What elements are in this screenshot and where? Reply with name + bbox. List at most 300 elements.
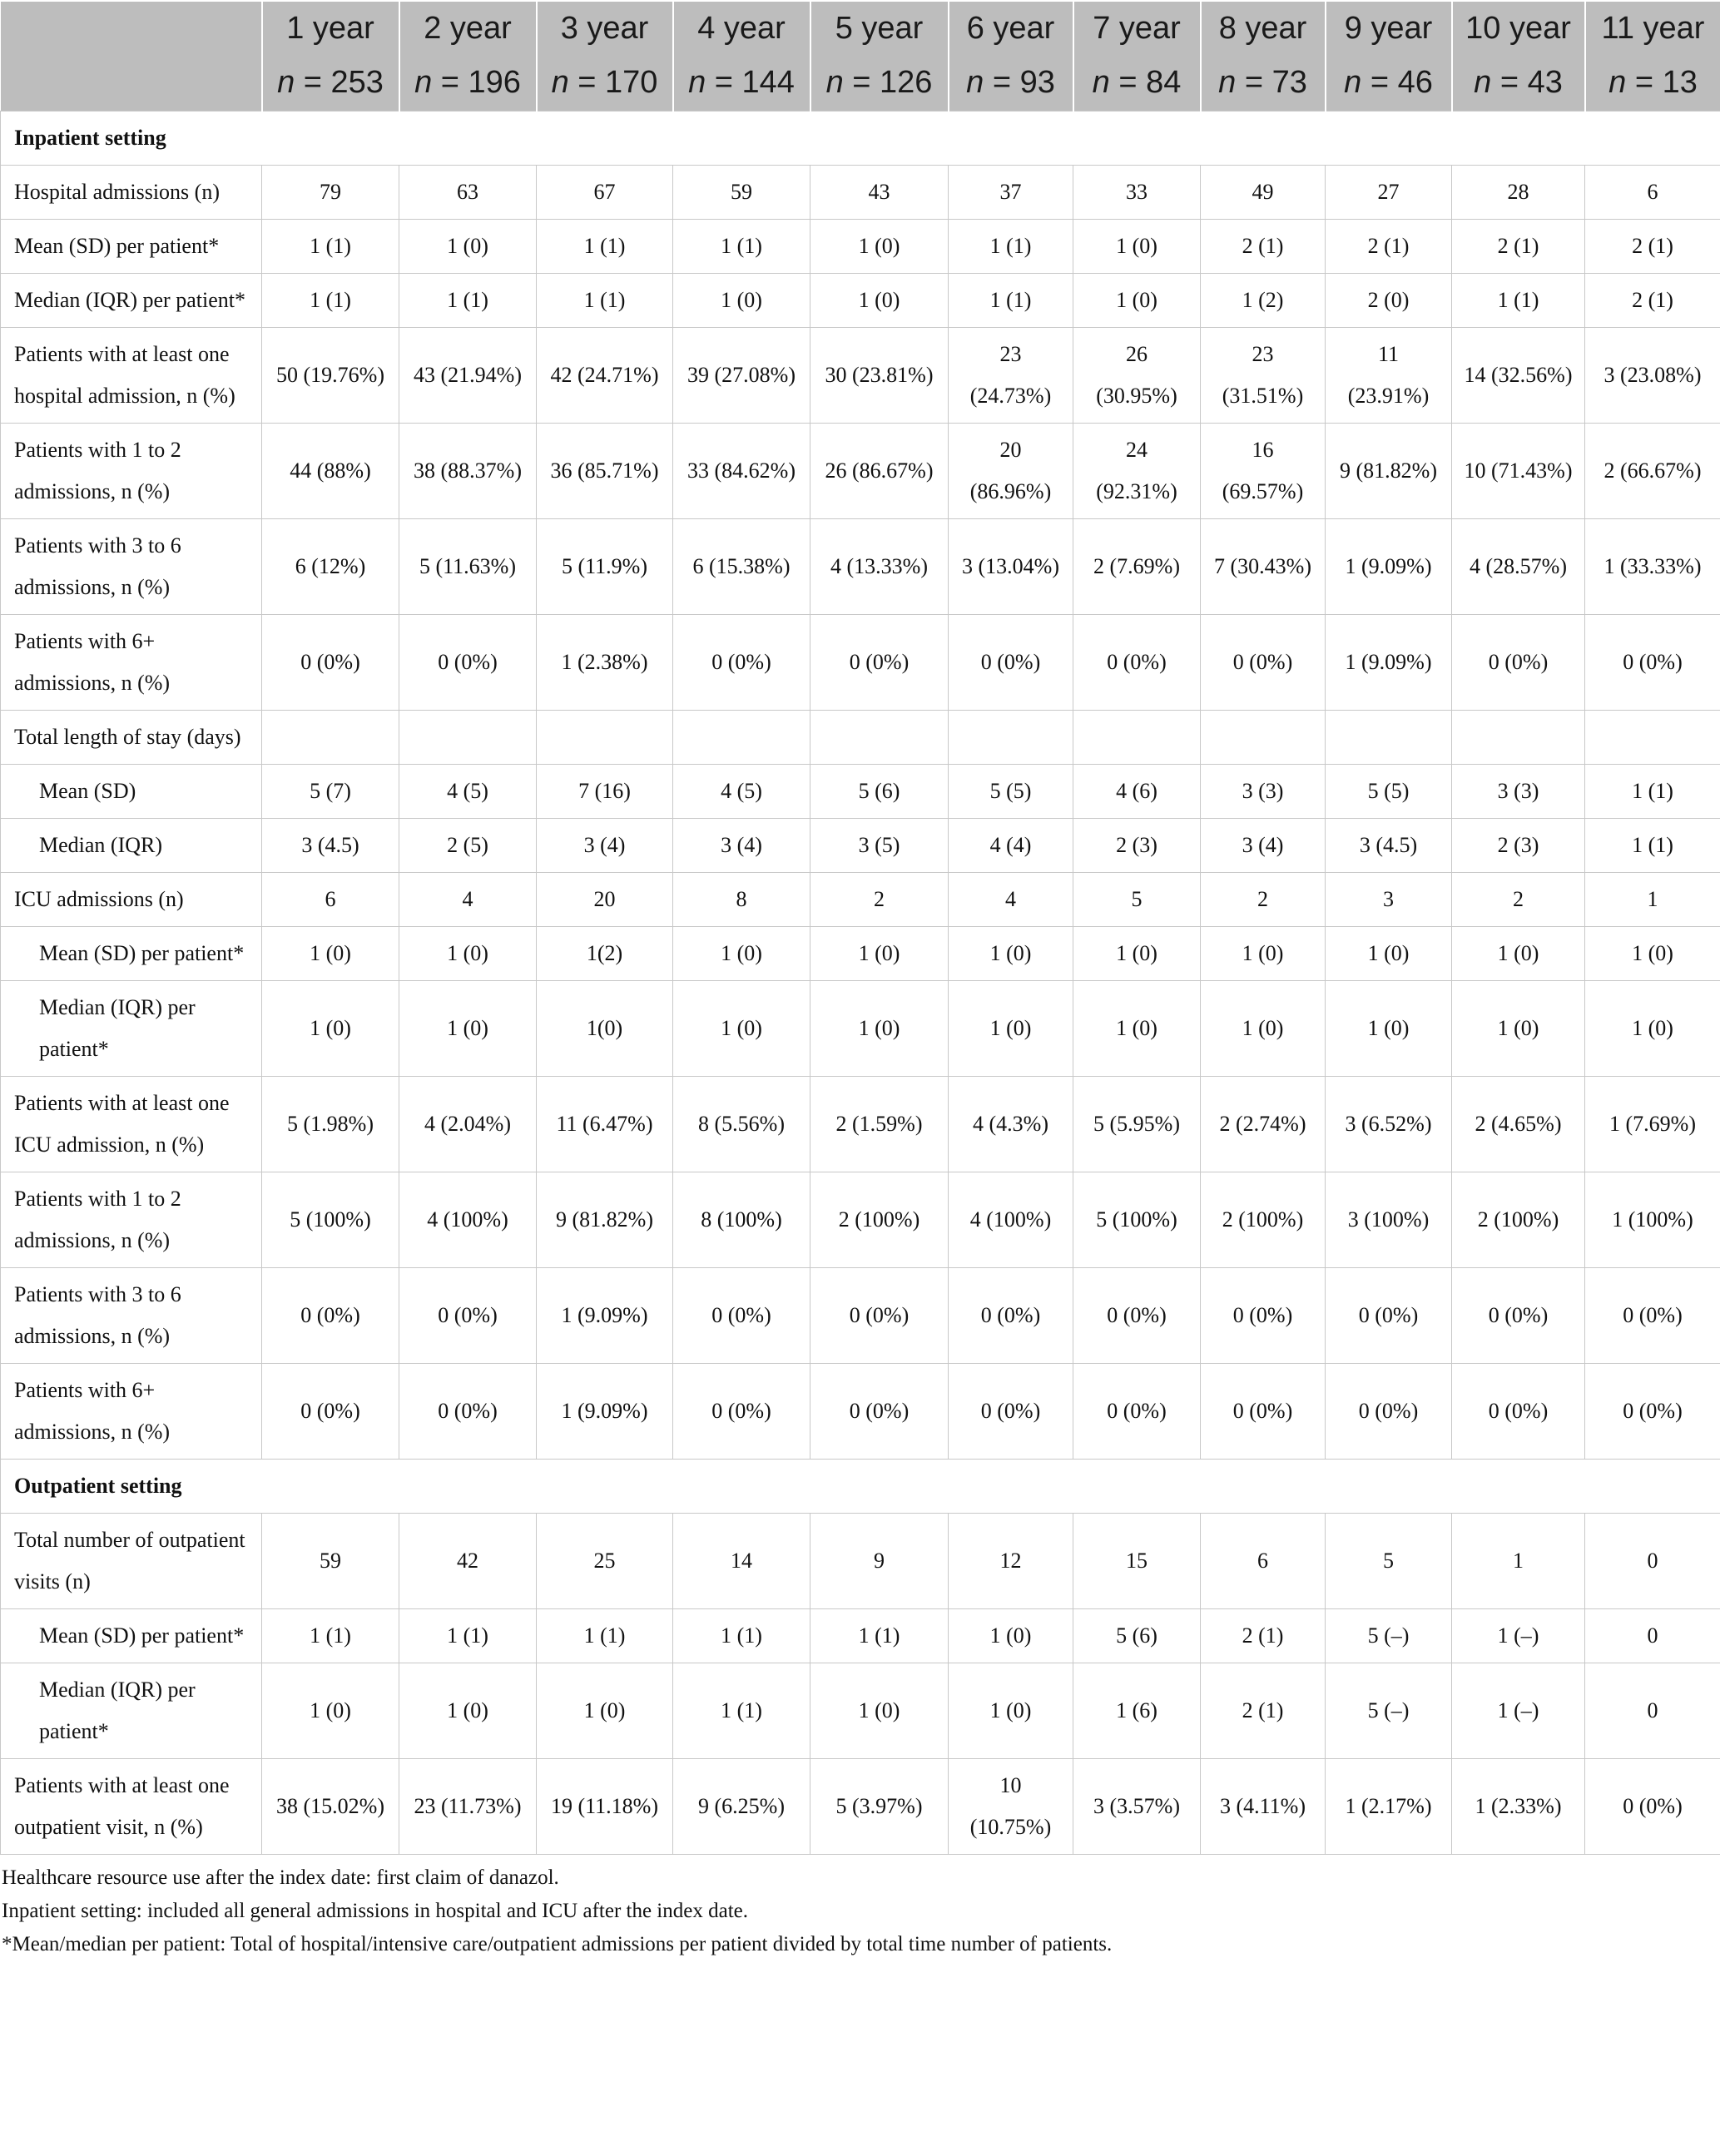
footnote-line: Inpatient setting: included all general admissions in hospital and ICU after the index date. <box>2 1900 748 1922</box>
row-label: Mean (SD) per patient* <box>1 1609 262 1663</box>
table-cell: 5 (6) <box>810 765 949 819</box>
table-cell: 6 (15.38%) <box>673 519 810 615</box>
sample-size-value: = 46 <box>1370 65 1433 100</box>
table-cell: 1 (0) <box>1073 927 1201 981</box>
table-cell: 1 (0) <box>1585 927 1720 981</box>
footnote-line: *Mean/median per patient: Total of hospital/intensive care/outpatient admissions per patient divided by total time number of patients. <box>2 1933 1113 1955</box>
n-symbol: n <box>277 65 295 100</box>
table-cell: 1 (0) <box>810 927 949 981</box>
table-cell: 1 (2) <box>1201 274 1326 328</box>
row-label: Patients with 1 to 2 admissions, n (%) <box>1 424 262 519</box>
table-cell: 1 (0) <box>1201 981 1326 1077</box>
table-cell: 0 (0%) <box>1326 1268 1452 1364</box>
sample-size-header <box>262 55 399 112</box>
table-cell: 25 <box>537 1514 673 1609</box>
year-column-header: 2 year <box>399 2 537 55</box>
header-corner-cell <box>1 55 262 112</box>
table-cell: 1 (0) <box>1585 981 1720 1077</box>
table-cell: 4 <box>949 873 1073 927</box>
table-cell: 1(0) <box>537 981 673 1077</box>
table-cell: 16 (69.57%) <box>1201 424 1326 519</box>
row-label: Median (IQR) <box>1 819 262 873</box>
table-cell: 0 (0%) <box>1073 615 1201 711</box>
table-cell: 7 (30.43%) <box>1201 519 1326 615</box>
row-label: Hospital admissions (n) <box>1 166 262 220</box>
table-cell: 1 (0) <box>1452 981 1585 1077</box>
table-cell: 42 (24.71%) <box>537 328 673 424</box>
table-cell: 3 (4) <box>673 819 810 873</box>
table-cell: 2 (0) <box>1326 274 1452 328</box>
table-cell: 9 <box>810 1514 949 1609</box>
row-label: Patients with 6+ admissions, n (%) <box>1 615 262 711</box>
table-row <box>1 328 1720 424</box>
table-cell: 1 (9.09%) <box>1326 519 1452 615</box>
n-symbol: n <box>551 65 569 100</box>
table-cell: 0 (0%) <box>1452 1364 1585 1460</box>
table-cell: 38 (88.37%) <box>399 424 537 519</box>
table-cell: 67 <box>537 166 673 220</box>
table-cell: 9 (81.82%) <box>537 1172 673 1268</box>
table-row <box>1 1364 1720 1460</box>
table-row <box>1 220 1720 274</box>
table-cell: 5 (5.95%) <box>1073 1077 1201 1172</box>
sample-size-value: = 43 <box>1499 65 1563 100</box>
table-cell: 1 (1) <box>1452 274 1585 328</box>
table-cell: 4 (28.57%) <box>1452 519 1585 615</box>
year-column-header: 6 year <box>949 2 1073 55</box>
table-cell: 1 (0) <box>399 1663 537 1759</box>
sample-size-value: = 170 <box>577 65 658 100</box>
table-cell: 11 (6.47%) <box>537 1077 673 1172</box>
table-row <box>1 765 1720 819</box>
sample-size-header <box>1326 55 1452 112</box>
table-cell: 42 <box>399 1514 537 1609</box>
table-cell: 3 (3.57%) <box>1073 1759 1201 1855</box>
section-header-row <box>1 1460 1720 1514</box>
table-cell <box>949 711 1073 765</box>
table-cell: 1 (0) <box>810 274 949 328</box>
table-cell: 0 (0%) <box>262 1364 399 1460</box>
row-label: Median (IQR) per patient* <box>1 274 262 328</box>
table-cell: 1 (9.09%) <box>1326 615 1452 711</box>
table-cell: 5 (1.98%) <box>262 1077 399 1172</box>
table-cell: 1 (1) <box>537 220 673 274</box>
table-cell: 0 (0%) <box>1073 1268 1201 1364</box>
table-cell: 1 (1) <box>1585 819 1720 873</box>
table-cell <box>537 711 673 765</box>
table-cell: 0 (0%) <box>673 615 810 711</box>
table-cell: 0 (0%) <box>1201 615 1326 711</box>
table-cell: 44 (88%) <box>262 424 399 519</box>
row-label: Total number of outpatient visits (n) <box>1 1514 262 1609</box>
table-cell: 0 (0%) <box>1073 1364 1201 1460</box>
table-cell: 43 <box>810 166 949 220</box>
table-cell <box>399 711 537 765</box>
table-cell: 5 (–) <box>1326 1609 1452 1663</box>
year-column-header: 7 year <box>1073 2 1201 55</box>
table-row <box>1 819 1720 873</box>
sample-size-value: = 253 <box>303 65 384 100</box>
table-cell <box>1452 711 1585 765</box>
table-cell: 1 (0) <box>1073 220 1201 274</box>
sample-size-value: = 84 <box>1118 65 1182 100</box>
row-label: Mean (SD) per patient* <box>1 220 262 274</box>
table-cell: 9 (81.82%) <box>1326 424 1452 519</box>
table-cell: 15 <box>1073 1514 1201 1609</box>
table-cell: 2 (5) <box>399 819 537 873</box>
table-cell: 0 (0%) <box>673 1268 810 1364</box>
table-cell <box>810 711 949 765</box>
table-cell: 9 (6.25%) <box>673 1759 810 1855</box>
table-cell: 38 (15.02%) <box>262 1759 399 1855</box>
table-cell: 20 <box>537 873 673 927</box>
table-cell: 5 (6) <box>1073 1609 1201 1663</box>
table-cell: 0 (0%) <box>1201 1268 1326 1364</box>
table-row <box>1 519 1720 615</box>
sample-size-header <box>949 55 1073 112</box>
table-cell: 2 (1.59%) <box>810 1077 949 1172</box>
table-cell: 5 (7) <box>262 765 399 819</box>
table-cell: 1 (0) <box>673 274 810 328</box>
table-cell: 0 <box>1585 1514 1720 1609</box>
n-symbol: n <box>1608 65 1627 100</box>
table-cell: 2 (7.69%) <box>1073 519 1201 615</box>
table-cell <box>262 711 399 765</box>
table-cell: 0 (0%) <box>262 1268 399 1364</box>
table-cell: 23 (31.51%) <box>1201 328 1326 424</box>
table-cell: 1 (0) <box>1073 981 1201 1077</box>
table-row <box>1 1077 1720 1172</box>
table-cell: 19 (11.18%) <box>537 1759 673 1855</box>
table-cell: 4 (100%) <box>399 1172 537 1268</box>
row-label: Median (IQR) per patient* <box>1 1663 262 1759</box>
table-cell: 1 (1) <box>949 220 1073 274</box>
table-cell: 0 (0%) <box>949 1364 1073 1460</box>
year-column-header: 3 year <box>537 2 673 55</box>
sample-size-value: = 13 <box>1634 65 1698 100</box>
n-header-row <box>1 55 1720 112</box>
header-corner-cell <box>1 2 262 55</box>
table-cell: 4 <box>399 873 537 927</box>
row-label: Mean (SD) per patient* <box>1 927 262 981</box>
table-cell: 1 (1) <box>673 1609 810 1663</box>
table-cell: 5 (100%) <box>1073 1172 1201 1268</box>
table-cell <box>1585 711 1720 765</box>
table-cell: 27 <box>1326 166 1452 220</box>
table-cell: 4 (4) <box>949 819 1073 873</box>
table-cell: 39 (27.08%) <box>673 328 810 424</box>
table-cell: 3 (100%) <box>1326 1172 1452 1268</box>
table-cell: 5 (3.97%) <box>810 1759 949 1855</box>
table-cell: 1 (0) <box>810 981 949 1077</box>
table-cell: 1 (–) <box>1452 1663 1585 1759</box>
table-cell: 1 (1) <box>537 1609 673 1663</box>
table-cell: 4 (13.33%) <box>810 519 949 615</box>
table-cell: 0 (0%) <box>673 1364 810 1460</box>
sample-size-header <box>399 55 537 112</box>
row-label: Patients with 6+ admissions, n (%) <box>1 1364 262 1460</box>
table-cell: 2 (2.74%) <box>1201 1077 1326 1172</box>
table-cell: 2 (1) <box>1326 220 1452 274</box>
table-cell: 3 (4.11%) <box>1201 1759 1326 1855</box>
table-cell: 1 (6) <box>1073 1663 1201 1759</box>
table-cell: 63 <box>399 166 537 220</box>
year-column-header: 9 year <box>1326 2 1452 55</box>
table-cell: 1 (0) <box>949 927 1073 981</box>
table-row <box>1 1514 1720 1609</box>
table-row <box>1 274 1720 328</box>
table-cell: 3 <box>1326 873 1452 927</box>
table-cell: 2 (1) <box>1201 220 1326 274</box>
table-cell: 2 (1) <box>1452 220 1585 274</box>
table-cell: 59 <box>262 1514 399 1609</box>
table-cell: 1 (0) <box>399 927 537 981</box>
table-cell: 4 (5) <box>399 765 537 819</box>
table-row <box>1 981 1720 1077</box>
table-cell: 1 (0) <box>1073 274 1201 328</box>
table-cell: 8 <box>673 873 810 927</box>
year-column-header: 4 year <box>673 2 810 55</box>
table-footnotes <box>0 1855 1720 1961</box>
table-cell: 1 (0) <box>673 981 810 1077</box>
table-cell: 4 (4.3%) <box>949 1077 1073 1172</box>
table-cell: 10 (71.43%) <box>1452 424 1585 519</box>
table-cell: 0 (0%) <box>1585 1759 1720 1855</box>
section-header-row <box>1 112 1720 166</box>
row-label: Patients with at least one outpatient visit, n (%) <box>1 1759 262 1855</box>
table-cell: 0 (0%) <box>810 615 949 711</box>
year-column-header: 8 year <box>1201 2 1326 55</box>
footnote-line: Healthcare resource use after the index date: first claim of danazol. <box>2 1866 559 1889</box>
table-cell: 7 (16) <box>537 765 673 819</box>
table-cell: 1 (0) <box>949 1609 1073 1663</box>
sample-size-value: = 93 <box>992 65 1055 100</box>
table-row <box>1 711 1720 765</box>
row-label: Median (IQR) per patient* <box>1 981 262 1077</box>
row-label: Patients with 3 to 6 admissions, n (%) <box>1 1268 262 1364</box>
table-cell: 5 <box>1073 873 1201 927</box>
table-cell: 5 (5) <box>1326 765 1452 819</box>
table-cell: 1 (100%) <box>1585 1172 1720 1268</box>
n-symbol: n <box>1344 65 1362 100</box>
table-cell: 0 (0%) <box>1452 1268 1585 1364</box>
n-symbol: n <box>825 65 844 100</box>
table-cell: 6 <box>1585 166 1720 220</box>
sample-size-header <box>1452 55 1585 112</box>
section-title: Outpatient setting <box>1 1460 1720 1514</box>
table-cell: 14 <box>673 1514 810 1609</box>
table-cell: 23 (24.73%) <box>949 328 1073 424</box>
table-cell: 50 (19.76%) <box>262 328 399 424</box>
table-cell: 6 <box>262 873 399 927</box>
table-cell: 1 (1) <box>1585 765 1720 819</box>
table-cell: 0 (0%) <box>1326 1364 1452 1460</box>
table-cell: 24 (92.31%) <box>1073 424 1201 519</box>
year-column-header: 11 year <box>1585 2 1720 55</box>
table-cell: 1 (1) <box>399 1609 537 1663</box>
table-row <box>1 166 1720 220</box>
table-cell: 26 (30.95%) <box>1073 328 1201 424</box>
table-cell: 12 <box>949 1514 1073 1609</box>
table-cell: 1 <box>1585 873 1720 927</box>
table-header <box>1 2 1720 112</box>
table-cell: 4 (2.04%) <box>399 1077 537 1172</box>
table-cell: 0 (0%) <box>399 1364 537 1460</box>
table-cell: 4 (6) <box>1073 765 1201 819</box>
table-cell: 1 (0) <box>810 220 949 274</box>
row-label: Patients with 1 to 2 admissions, n (%) <box>1 1172 262 1268</box>
table-cell: 0 (0%) <box>262 615 399 711</box>
table-cell: 1(2) <box>537 927 673 981</box>
table-cell: 2 <box>1201 873 1326 927</box>
n-symbol: n <box>414 65 433 100</box>
table-body <box>1 112 1720 1855</box>
n-symbol: n <box>688 65 706 100</box>
table-cell: 0 <box>1585 1609 1720 1663</box>
table-cell: 3 (3) <box>1452 765 1585 819</box>
table-cell: 6 <box>1201 1514 1326 1609</box>
table-cell: 10 (10.75%) <box>949 1759 1073 1855</box>
table-cell: 3 (13.04%) <box>949 519 1073 615</box>
table-cell: 1 (0) <box>1326 981 1452 1077</box>
table-cell: 3 (4) <box>537 819 673 873</box>
table-cell: 2 (1) <box>1201 1663 1326 1759</box>
table-row <box>1 1609 1720 1663</box>
sample-size-value: = 73 <box>1244 65 1307 100</box>
table-cell: 0 (0%) <box>1585 1364 1720 1460</box>
table-cell: 3 (3) <box>1201 765 1326 819</box>
sample-size-header <box>810 55 949 112</box>
table-cell: 36 (85.71%) <box>537 424 673 519</box>
table-cell: 1 (–) <box>1452 1609 1585 1663</box>
table-cell: 0 (0%) <box>1201 1364 1326 1460</box>
table-cell: 1 (9.09%) <box>537 1364 673 1460</box>
resource-use-table <box>0 2 1720 1855</box>
table-cell: 1 (1) <box>673 1663 810 1759</box>
table-cell: 2 (3) <box>1073 819 1201 873</box>
table-cell: 4 (5) <box>673 765 810 819</box>
table-cell: 1 (0) <box>1201 927 1326 981</box>
sample-size-header <box>1201 55 1326 112</box>
table-cell: 5 (–) <box>1326 1663 1452 1759</box>
table-cell: 5 <box>1326 1514 1452 1609</box>
table-cell: 14 (32.56%) <box>1452 328 1585 424</box>
table-row <box>1 424 1720 519</box>
table-row <box>1 1172 1720 1268</box>
table-cell: 79 <box>262 166 399 220</box>
table-cell: 2 (4.65%) <box>1452 1077 1585 1172</box>
table-row <box>1 1663 1720 1759</box>
n-symbol: n <box>1474 65 1492 100</box>
table-cell: 1 (33.33%) <box>1585 519 1720 615</box>
table-cell: 11 (23.91%) <box>1326 328 1452 424</box>
table-cell <box>1073 711 1201 765</box>
table-cell: 1 (2.33%) <box>1452 1759 1585 1855</box>
table-cell: 1 (0) <box>1452 927 1585 981</box>
table-cell: 1 (0) <box>399 981 537 1077</box>
table-cell: 1 <box>1452 1514 1585 1609</box>
sample-size-header <box>673 55 810 112</box>
table-cell: 2 (100%) <box>1452 1172 1585 1268</box>
table-cell: 3 (4) <box>1201 819 1326 873</box>
table-cell: 1 (1) <box>949 274 1073 328</box>
table-cell: 2 (3) <box>1452 819 1585 873</box>
table-cell: 8 (5.56%) <box>673 1077 810 1172</box>
table-cell: 4 (100%) <box>949 1172 1073 1268</box>
table-cell: 1 (2.38%) <box>537 615 673 711</box>
table-cell: 1 (0) <box>262 1663 399 1759</box>
year-column-header: 5 year <box>810 2 949 55</box>
year-column-header: 1 year <box>262 2 399 55</box>
row-label: Total length of stay (days) <box>1 711 262 765</box>
sample-size-value: = 144 <box>714 65 795 100</box>
table-cell: 2 (1) <box>1201 1609 1326 1663</box>
table-cell: 1 (0) <box>537 1663 673 1759</box>
sample-size-value: = 126 <box>852 65 933 100</box>
table-cell: 20 (86.96%) <box>949 424 1073 519</box>
table-cell: 6 (12%) <box>262 519 399 615</box>
table-cell: 2 (66.67%) <box>1585 424 1720 519</box>
table-cell: 23 (11.73%) <box>399 1759 537 1855</box>
table-cell: 3 (4.5) <box>1326 819 1452 873</box>
table-cell: 1 (0) <box>262 981 399 1077</box>
table-cell: 0 (0%) <box>1452 615 1585 711</box>
table-cell: 28 <box>1452 166 1585 220</box>
table-cell: 0 (0%) <box>399 1268 537 1364</box>
table-cell: 5 (100%) <box>262 1172 399 1268</box>
table-cell: 26 (86.67%) <box>810 424 949 519</box>
table-cell: 2 (100%) <box>1201 1172 1326 1268</box>
n-symbol: n <box>1092 65 1110 100</box>
year-header-row <box>1 2 1720 55</box>
table-cell: 1 (0) <box>673 927 810 981</box>
table-cell: 1 (7.69%) <box>1585 1077 1720 1172</box>
table-cell: 1 (1) <box>262 220 399 274</box>
table-cell: 1 (1) <box>399 274 537 328</box>
table-row <box>1 873 1720 927</box>
table-cell: 0 (0%) <box>949 615 1073 711</box>
table-cell: 2 <box>810 873 949 927</box>
table-cell: 0 <box>1585 1663 1720 1759</box>
n-symbol: n <box>966 65 984 100</box>
table-cell: 1 (0) <box>810 1663 949 1759</box>
table-cell: 2 (1) <box>1585 274 1720 328</box>
table-cell: 1 (1) <box>810 1609 949 1663</box>
section-title: Inpatient setting <box>1 112 1720 166</box>
table-cell <box>1201 711 1326 765</box>
table-row <box>1 615 1720 711</box>
table-cell: 33 <box>1073 166 1201 220</box>
table-row <box>1 1759 1720 1855</box>
table-cell: 0 (0%) <box>1585 615 1720 711</box>
table-cell: 8 (100%) <box>673 1172 810 1268</box>
table-cell: 1 (9.09%) <box>537 1268 673 1364</box>
sample-size-header <box>1585 55 1720 112</box>
table-cell: 30 (23.81%) <box>810 328 949 424</box>
table-cell: 3 (4.5) <box>262 819 399 873</box>
row-label: ICU admissions (n) <box>1 873 262 927</box>
row-label: Patients with 3 to 6 admissions, n (%) <box>1 519 262 615</box>
row-label: Mean (SD) <box>1 765 262 819</box>
table-cell: 1 (1) <box>673 220 810 274</box>
table-cell: 1 (0) <box>949 981 1073 1077</box>
row-label: Patients with at least one ICU admission, n (%) <box>1 1077 262 1172</box>
table-cell: 1 (1) <box>262 1609 399 1663</box>
table-cell: 49 <box>1201 166 1326 220</box>
sample-size-header <box>1073 55 1201 112</box>
table-cell: 0 (0%) <box>810 1364 949 1460</box>
table-cell: 3 (23.08%) <box>1585 328 1720 424</box>
